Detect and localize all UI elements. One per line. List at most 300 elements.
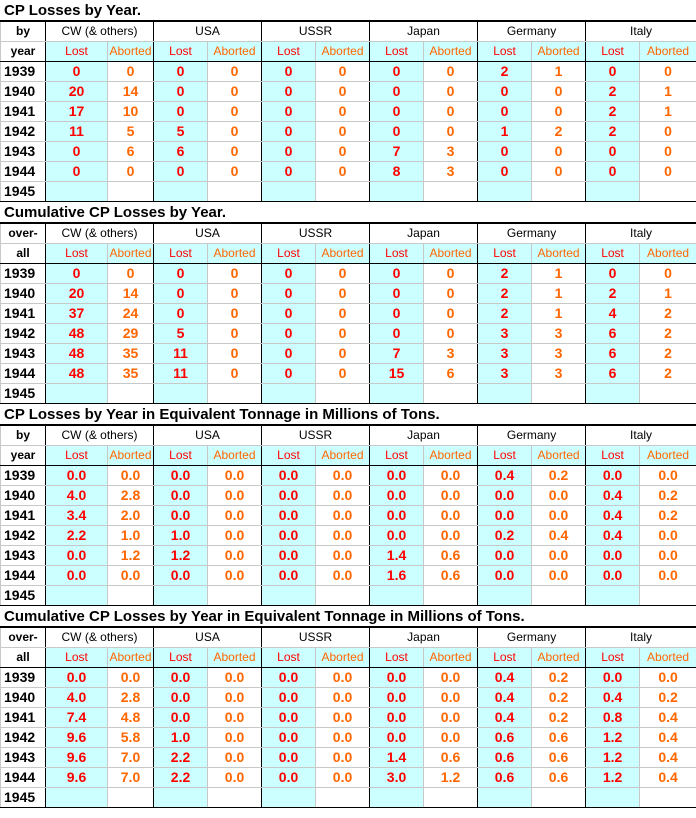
lost-value-cell: 0.0 [154, 668, 208, 688]
aborted-value-cell: 29 [108, 324, 154, 344]
aborted-value-cell: 0.0 [208, 688, 262, 708]
country-header: Italy [586, 22, 696, 42]
lost-value-cell: 5 [154, 324, 208, 344]
aborted-value-cell: 0 [316, 344, 370, 364]
aborted-value-cell: 0 [208, 102, 262, 122]
aborted-value-cell: 1 [640, 82, 696, 102]
aborted-value-cell [316, 788, 370, 808]
lost-value-cell: 37 [46, 304, 108, 324]
aborted-column-header: Aborted [316, 244, 370, 264]
lost-value-cell: 0.0 [262, 566, 316, 586]
lost-value-cell: 3.0 [370, 768, 424, 788]
country-header: USSR [262, 224, 370, 244]
aborted-column-header: Aborted [208, 446, 262, 466]
lost-value-cell: 0 [262, 102, 316, 122]
country-header: Germany [478, 224, 586, 244]
aborted-value-cell: 6 [108, 142, 154, 162]
lost-value-cell [370, 384, 424, 404]
lost-value-cell: 4 [586, 304, 640, 324]
lost-value-cell: 0 [154, 304, 208, 324]
aborted-value-cell: 35 [108, 344, 154, 364]
aborted-value-cell: 1.0 [108, 526, 154, 546]
losses-table [0, 627, 696, 808]
aborted-value-cell: 0.0 [208, 768, 262, 788]
lost-value-cell: 0 [370, 324, 424, 344]
lost-value-cell: 0.0 [262, 748, 316, 768]
aborted-value-cell: 1.2 [108, 546, 154, 566]
lost-value-cell: 2 [478, 284, 532, 304]
table-row [1, 82, 696, 102]
aborted-column-header: Aborted [424, 446, 478, 466]
aborted-value-cell: 0.2 [640, 688, 696, 708]
lost-value-cell: 0 [46, 62, 108, 82]
table-row [1, 466, 696, 486]
aborted-value-cell: 0.0 [208, 466, 262, 486]
lost-value-cell: 0 [586, 62, 640, 82]
lost-value-cell: 0 [262, 344, 316, 364]
aborted-value-cell: 0 [424, 284, 478, 304]
lost-value-cell: 1.0 [154, 526, 208, 546]
aborted-value-cell: 0.6 [424, 566, 478, 586]
aborted-value-cell: 0 [208, 364, 262, 384]
lost-value-cell [46, 182, 108, 202]
aborted-value-cell: 0 [316, 304, 370, 324]
aborted-value-cell: 0 [424, 62, 478, 82]
aborted-value-cell: 14 [108, 284, 154, 304]
aborted-value-cell: 0 [108, 62, 154, 82]
aborted-value-cell: 0 [208, 264, 262, 284]
lost-value-cell: 2 [478, 264, 532, 284]
aborted-value-cell: 0.0 [424, 728, 478, 748]
lost-value-cell: 0.0 [262, 486, 316, 506]
lost-value-cell: 2 [586, 102, 640, 122]
lost-value-cell: 1.2 [586, 728, 640, 748]
lost-value-cell: 0 [370, 102, 424, 122]
aborted-value-cell: 0 [532, 82, 586, 102]
row-label-header-bottom: all [1, 244, 46, 264]
aborted-value-cell: 0.0 [208, 748, 262, 768]
aborted-value-cell [208, 586, 262, 606]
aborted-value-cell [316, 384, 370, 404]
lost-value-cell: 2.2 [46, 526, 108, 546]
lost-value-cell: 0 [370, 304, 424, 324]
country-header: CW (& others) [46, 22, 154, 42]
lost-value-cell [370, 182, 424, 202]
lost-value-cell [262, 586, 316, 606]
lost-value-cell: 0 [262, 364, 316, 384]
aborted-value-cell: 1 [532, 264, 586, 284]
aborted-column-header: Aborted [108, 446, 154, 466]
aborted-value-cell: 0.0 [532, 486, 586, 506]
lost-value-cell: 2.2 [154, 748, 208, 768]
lost-value-cell [154, 586, 208, 606]
aborted-value-cell: 0 [316, 142, 370, 162]
aborted-column-header: Aborted [640, 244, 696, 264]
table-row [1, 324, 696, 344]
lost-value-cell: 0.0 [154, 688, 208, 708]
aborted-value-cell: 0.0 [208, 668, 262, 688]
year-cell: 1943 [1, 546, 46, 566]
lost-column-header: Lost [154, 446, 208, 466]
aborted-value-cell: 0.0 [640, 566, 696, 586]
aborted-value-cell: 0.0 [316, 748, 370, 768]
aborted-value-cell: 2.8 [108, 688, 154, 708]
row-label-header-top: over- [1, 224, 46, 244]
lost-value-cell: 0 [262, 122, 316, 142]
row-label-header-top: over- [1, 628, 46, 648]
aborted-value-cell: 0.0 [424, 486, 478, 506]
aborted-value-cell: 0.2 [640, 506, 696, 526]
table-row [1, 62, 696, 82]
lost-value-cell: 2 [478, 62, 532, 82]
lost-value-cell: 2.2 [154, 768, 208, 788]
lost-value-cell [370, 586, 424, 606]
aborted-value-cell: 0 [208, 344, 262, 364]
header-row-countries [1, 628, 696, 648]
lost-value-cell: 0.0 [154, 708, 208, 728]
aborted-value-cell: 0.0 [640, 526, 696, 546]
aborted-value-cell: 0.0 [532, 506, 586, 526]
aborted-value-cell [108, 384, 154, 404]
lost-value-cell: 0.0 [586, 668, 640, 688]
aborted-column-header: Aborted [532, 42, 586, 62]
lost-value-cell: 0.0 [370, 466, 424, 486]
lost-value-cell: 11 [154, 344, 208, 364]
lost-value-cell: 0.0 [262, 708, 316, 728]
aborted-value-cell [640, 788, 696, 808]
table-row [1, 486, 696, 506]
table-section [0, 202, 696, 404]
aborted-value-cell: 0 [316, 264, 370, 284]
lost-value-cell: 15 [370, 364, 424, 384]
lost-value-cell: 2 [586, 284, 640, 304]
section-title: CP Losses by Year in Equivalent Tonnage in Millions of Tons. [0, 404, 696, 425]
aborted-value-cell: 0.0 [424, 506, 478, 526]
lost-column-header: Lost [370, 648, 424, 668]
aborted-value-cell [640, 384, 696, 404]
lost-value-cell: 0.0 [478, 506, 532, 526]
aborted-value-cell: 0.2 [532, 466, 586, 486]
lost-value-cell: 0 [370, 122, 424, 142]
aborted-value-cell: 5 [108, 122, 154, 142]
lost-value-cell: 0.0 [370, 506, 424, 526]
lost-value-cell: 0.6 [478, 728, 532, 748]
lost-value-cell: 0 [262, 284, 316, 304]
lost-value-cell [370, 788, 424, 808]
aborted-value-cell: 0.6 [532, 748, 586, 768]
losses-table [0, 21, 696, 202]
lost-value-cell: 0.0 [262, 466, 316, 486]
losses-table [0, 425, 696, 606]
aborted-value-cell: 1 [640, 102, 696, 122]
lost-value-cell [46, 384, 108, 404]
lost-value-cell: 0 [262, 162, 316, 182]
lost-value-cell: 7 [370, 344, 424, 364]
aborted-value-cell: 0.0 [208, 546, 262, 566]
aborted-value-cell [640, 586, 696, 606]
lost-column-header: Lost [586, 648, 640, 668]
lost-value-cell [46, 788, 108, 808]
lost-column-header: Lost [154, 42, 208, 62]
lost-column-header: Lost [154, 648, 208, 668]
lost-value-cell: 3 [478, 364, 532, 384]
lost-column-header: Lost [154, 244, 208, 264]
row-label-header-bottom: all [1, 648, 46, 668]
lost-value-cell: 9.6 [46, 728, 108, 748]
table-row [1, 264, 696, 284]
aborted-value-cell: 0 [316, 284, 370, 304]
aborted-column-header: Aborted [640, 446, 696, 466]
aborted-column-header: Aborted [316, 42, 370, 62]
lost-value-cell: 0.0 [370, 526, 424, 546]
lost-value-cell: 2 [586, 82, 640, 102]
aborted-value-cell: 0 [424, 122, 478, 142]
aborted-column-header: Aborted [108, 42, 154, 62]
aborted-value-cell: 0.0 [316, 486, 370, 506]
aborted-value-cell: 3 [532, 324, 586, 344]
header-row-subcolumns [1, 42, 696, 62]
lost-value-cell: 0.0 [154, 566, 208, 586]
table-row [1, 586, 696, 606]
aborted-value-cell: 0.0 [316, 668, 370, 688]
aborted-value-cell: 0 [424, 264, 478, 284]
lost-value-cell: 6 [154, 142, 208, 162]
lost-value-cell: 0.0 [262, 526, 316, 546]
table-row [1, 284, 696, 304]
lost-value-cell [586, 788, 640, 808]
year-cell: 1939 [1, 62, 46, 82]
country-header: USSR [262, 628, 370, 648]
lost-value-cell: 0.0 [154, 466, 208, 486]
lost-value-cell: 1.2 [154, 546, 208, 566]
lost-value-cell: 1.2 [586, 748, 640, 768]
lost-column-header: Lost [478, 244, 532, 264]
aborted-value-cell: 0.0 [424, 688, 478, 708]
aborted-value-cell: 0.0 [208, 526, 262, 546]
header-row-subcolumns [1, 648, 696, 668]
aborted-value-cell [108, 586, 154, 606]
lost-value-cell: 0.0 [262, 768, 316, 788]
country-header: Italy [586, 628, 696, 648]
aborted-value-cell: 1 [532, 62, 586, 82]
aborted-value-cell: 7.0 [108, 748, 154, 768]
lost-value-cell [154, 384, 208, 404]
lost-value-cell: 0 [586, 142, 640, 162]
aborted-column-header: Aborted [424, 244, 478, 264]
aborted-value-cell: 10 [108, 102, 154, 122]
aborted-value-cell: 0.0 [208, 486, 262, 506]
aborted-value-cell: 0.0 [108, 566, 154, 586]
aborted-value-cell: 0.0 [640, 546, 696, 566]
aborted-value-cell: 0.2 [532, 668, 586, 688]
year-cell: 1942 [1, 122, 46, 142]
country-header: USSR [262, 22, 370, 42]
aborted-column-header: Aborted [640, 648, 696, 668]
aborted-column-header: Aborted [532, 244, 586, 264]
table-row [1, 304, 696, 324]
aborted-value-cell: 2.8 [108, 486, 154, 506]
country-header: USA [154, 426, 262, 446]
lost-value-cell: 17 [46, 102, 108, 122]
lost-value-cell: 9.6 [46, 748, 108, 768]
lost-value-cell: 0.0 [46, 668, 108, 688]
aborted-value-cell: 0.0 [532, 566, 586, 586]
lost-value-cell: 0 [154, 264, 208, 284]
lost-value-cell: 0.0 [370, 688, 424, 708]
aborted-value-cell [532, 788, 586, 808]
country-header: Japan [370, 224, 478, 244]
lost-value-cell: 1.4 [370, 748, 424, 768]
aborted-value-cell [424, 788, 478, 808]
aborted-value-cell: 0 [532, 102, 586, 122]
lost-value-cell: 0.0 [262, 668, 316, 688]
country-header: Japan [370, 426, 478, 446]
lost-column-header: Lost [46, 446, 108, 466]
year-cell: 1945 [1, 788, 46, 808]
header-row-subcolumns [1, 244, 696, 264]
aborted-value-cell [424, 384, 478, 404]
aborted-value-cell: 0.0 [316, 688, 370, 708]
aborted-value-cell [532, 182, 586, 202]
aborted-value-cell: 0 [208, 304, 262, 324]
lost-value-cell: 1 [478, 122, 532, 142]
lost-value-cell: 1.6 [370, 566, 424, 586]
lost-value-cell: 0.0 [262, 728, 316, 748]
aborted-column-header: Aborted [208, 244, 262, 264]
aborted-value-cell: 2.0 [108, 506, 154, 526]
year-cell: 1939 [1, 264, 46, 284]
aborted-value-cell: 0.0 [316, 728, 370, 748]
lost-value-cell: 0.8 [586, 708, 640, 728]
table-row [1, 748, 696, 768]
lost-value-cell [478, 384, 532, 404]
aborted-value-cell: 0.0 [208, 708, 262, 728]
aborted-value-cell: 3 [532, 364, 586, 384]
table-row [1, 142, 696, 162]
aborted-value-cell [316, 586, 370, 606]
aborted-value-cell: 0 [208, 284, 262, 304]
lost-value-cell: 0 [478, 102, 532, 122]
aborted-value-cell: 0.0 [532, 546, 586, 566]
lost-value-cell: 0.0 [478, 486, 532, 506]
lost-value-cell: 3 [478, 344, 532, 364]
lost-value-cell: 20 [46, 82, 108, 102]
lost-value-cell: 0 [262, 304, 316, 324]
lost-column-header: Lost [586, 446, 640, 466]
aborted-value-cell: 0 [316, 162, 370, 182]
lost-value-cell: 0 [154, 62, 208, 82]
aborted-value-cell [208, 182, 262, 202]
header-row-countries [1, 224, 696, 244]
lost-value-cell: 9.6 [46, 768, 108, 788]
aborted-value-cell: 0 [108, 162, 154, 182]
year-cell: 1941 [1, 708, 46, 728]
year-cell: 1943 [1, 142, 46, 162]
lost-value-cell: 0 [478, 142, 532, 162]
aborted-column-header: Aborted [424, 42, 478, 62]
aborted-value-cell: 0.0 [316, 546, 370, 566]
lost-value-cell [478, 182, 532, 202]
aborted-value-cell: 2 [640, 364, 696, 384]
country-header: Germany [478, 22, 586, 42]
aborted-value-cell: 0 [108, 264, 154, 284]
lost-value-cell [478, 586, 532, 606]
lost-value-cell: 48 [46, 364, 108, 384]
table-section [0, 606, 696, 808]
aborted-value-cell: 6 [424, 364, 478, 384]
aborted-value-cell: 0.0 [424, 668, 478, 688]
lost-value-cell: 4.0 [46, 486, 108, 506]
section-title: Cumulative CP Losses by Year in Equivalent Tonnage in Millions of Tons. [0, 606, 696, 627]
aborted-value-cell: 5.8 [108, 728, 154, 748]
table-row [1, 162, 696, 182]
lost-value-cell: 2 [586, 122, 640, 142]
table-row [1, 526, 696, 546]
lost-value-cell: 0 [154, 162, 208, 182]
year-cell: 1944 [1, 162, 46, 182]
aborted-value-cell: 0 [316, 324, 370, 344]
year-cell: 1940 [1, 688, 46, 708]
lost-value-cell [154, 182, 208, 202]
table-row [1, 668, 696, 688]
country-header: Germany [478, 426, 586, 446]
lost-column-header: Lost [370, 244, 424, 264]
table-row [1, 122, 696, 142]
year-cell: 1945 [1, 586, 46, 606]
lost-value-cell: 11 [46, 122, 108, 142]
table-row [1, 768, 696, 788]
aborted-value-cell: 0 [640, 62, 696, 82]
aborted-column-header: Aborted [424, 648, 478, 668]
section-title: CP Losses by Year. [0, 0, 696, 21]
lost-value-cell: 0.4 [586, 486, 640, 506]
aborted-value-cell: 2 [532, 122, 586, 142]
lost-value-cell: 0.0 [370, 668, 424, 688]
aborted-value-cell: 0.0 [316, 526, 370, 546]
aborted-value-cell: 0.6 [532, 768, 586, 788]
lost-column-header: Lost [46, 244, 108, 264]
aborted-value-cell: 0 [208, 82, 262, 102]
year-cell: 1940 [1, 486, 46, 506]
lost-value-cell: 0.0 [586, 566, 640, 586]
table-row [1, 182, 696, 202]
lost-value-cell: 0 [46, 162, 108, 182]
lost-value-cell: 0.0 [586, 466, 640, 486]
aborted-value-cell: 0 [208, 142, 262, 162]
table-row [1, 788, 696, 808]
aborted-value-cell: 7.0 [108, 768, 154, 788]
country-header: Japan [370, 628, 478, 648]
aborted-column-header: Aborted [208, 42, 262, 62]
aborted-value-cell: 2 [640, 324, 696, 344]
lost-column-header: Lost [46, 42, 108, 62]
lost-value-cell: 0.4 [478, 668, 532, 688]
aborted-value-cell: 3 [532, 344, 586, 364]
aborted-value-cell: 0 [424, 324, 478, 344]
lost-value-cell: 1.4 [370, 546, 424, 566]
lost-value-cell [586, 384, 640, 404]
aborted-value-cell: 0.6 [424, 546, 478, 566]
aborted-value-cell [108, 788, 154, 808]
aborted-value-cell: 0 [208, 162, 262, 182]
aborted-column-header: Aborted [532, 648, 586, 668]
lost-column-header: Lost [370, 42, 424, 62]
lost-column-header: Lost [478, 648, 532, 668]
lost-column-header: Lost [586, 244, 640, 264]
lost-value-cell: 0.0 [586, 546, 640, 566]
lost-value-cell: 2 [478, 304, 532, 324]
lost-value-cell: 0 [586, 264, 640, 284]
